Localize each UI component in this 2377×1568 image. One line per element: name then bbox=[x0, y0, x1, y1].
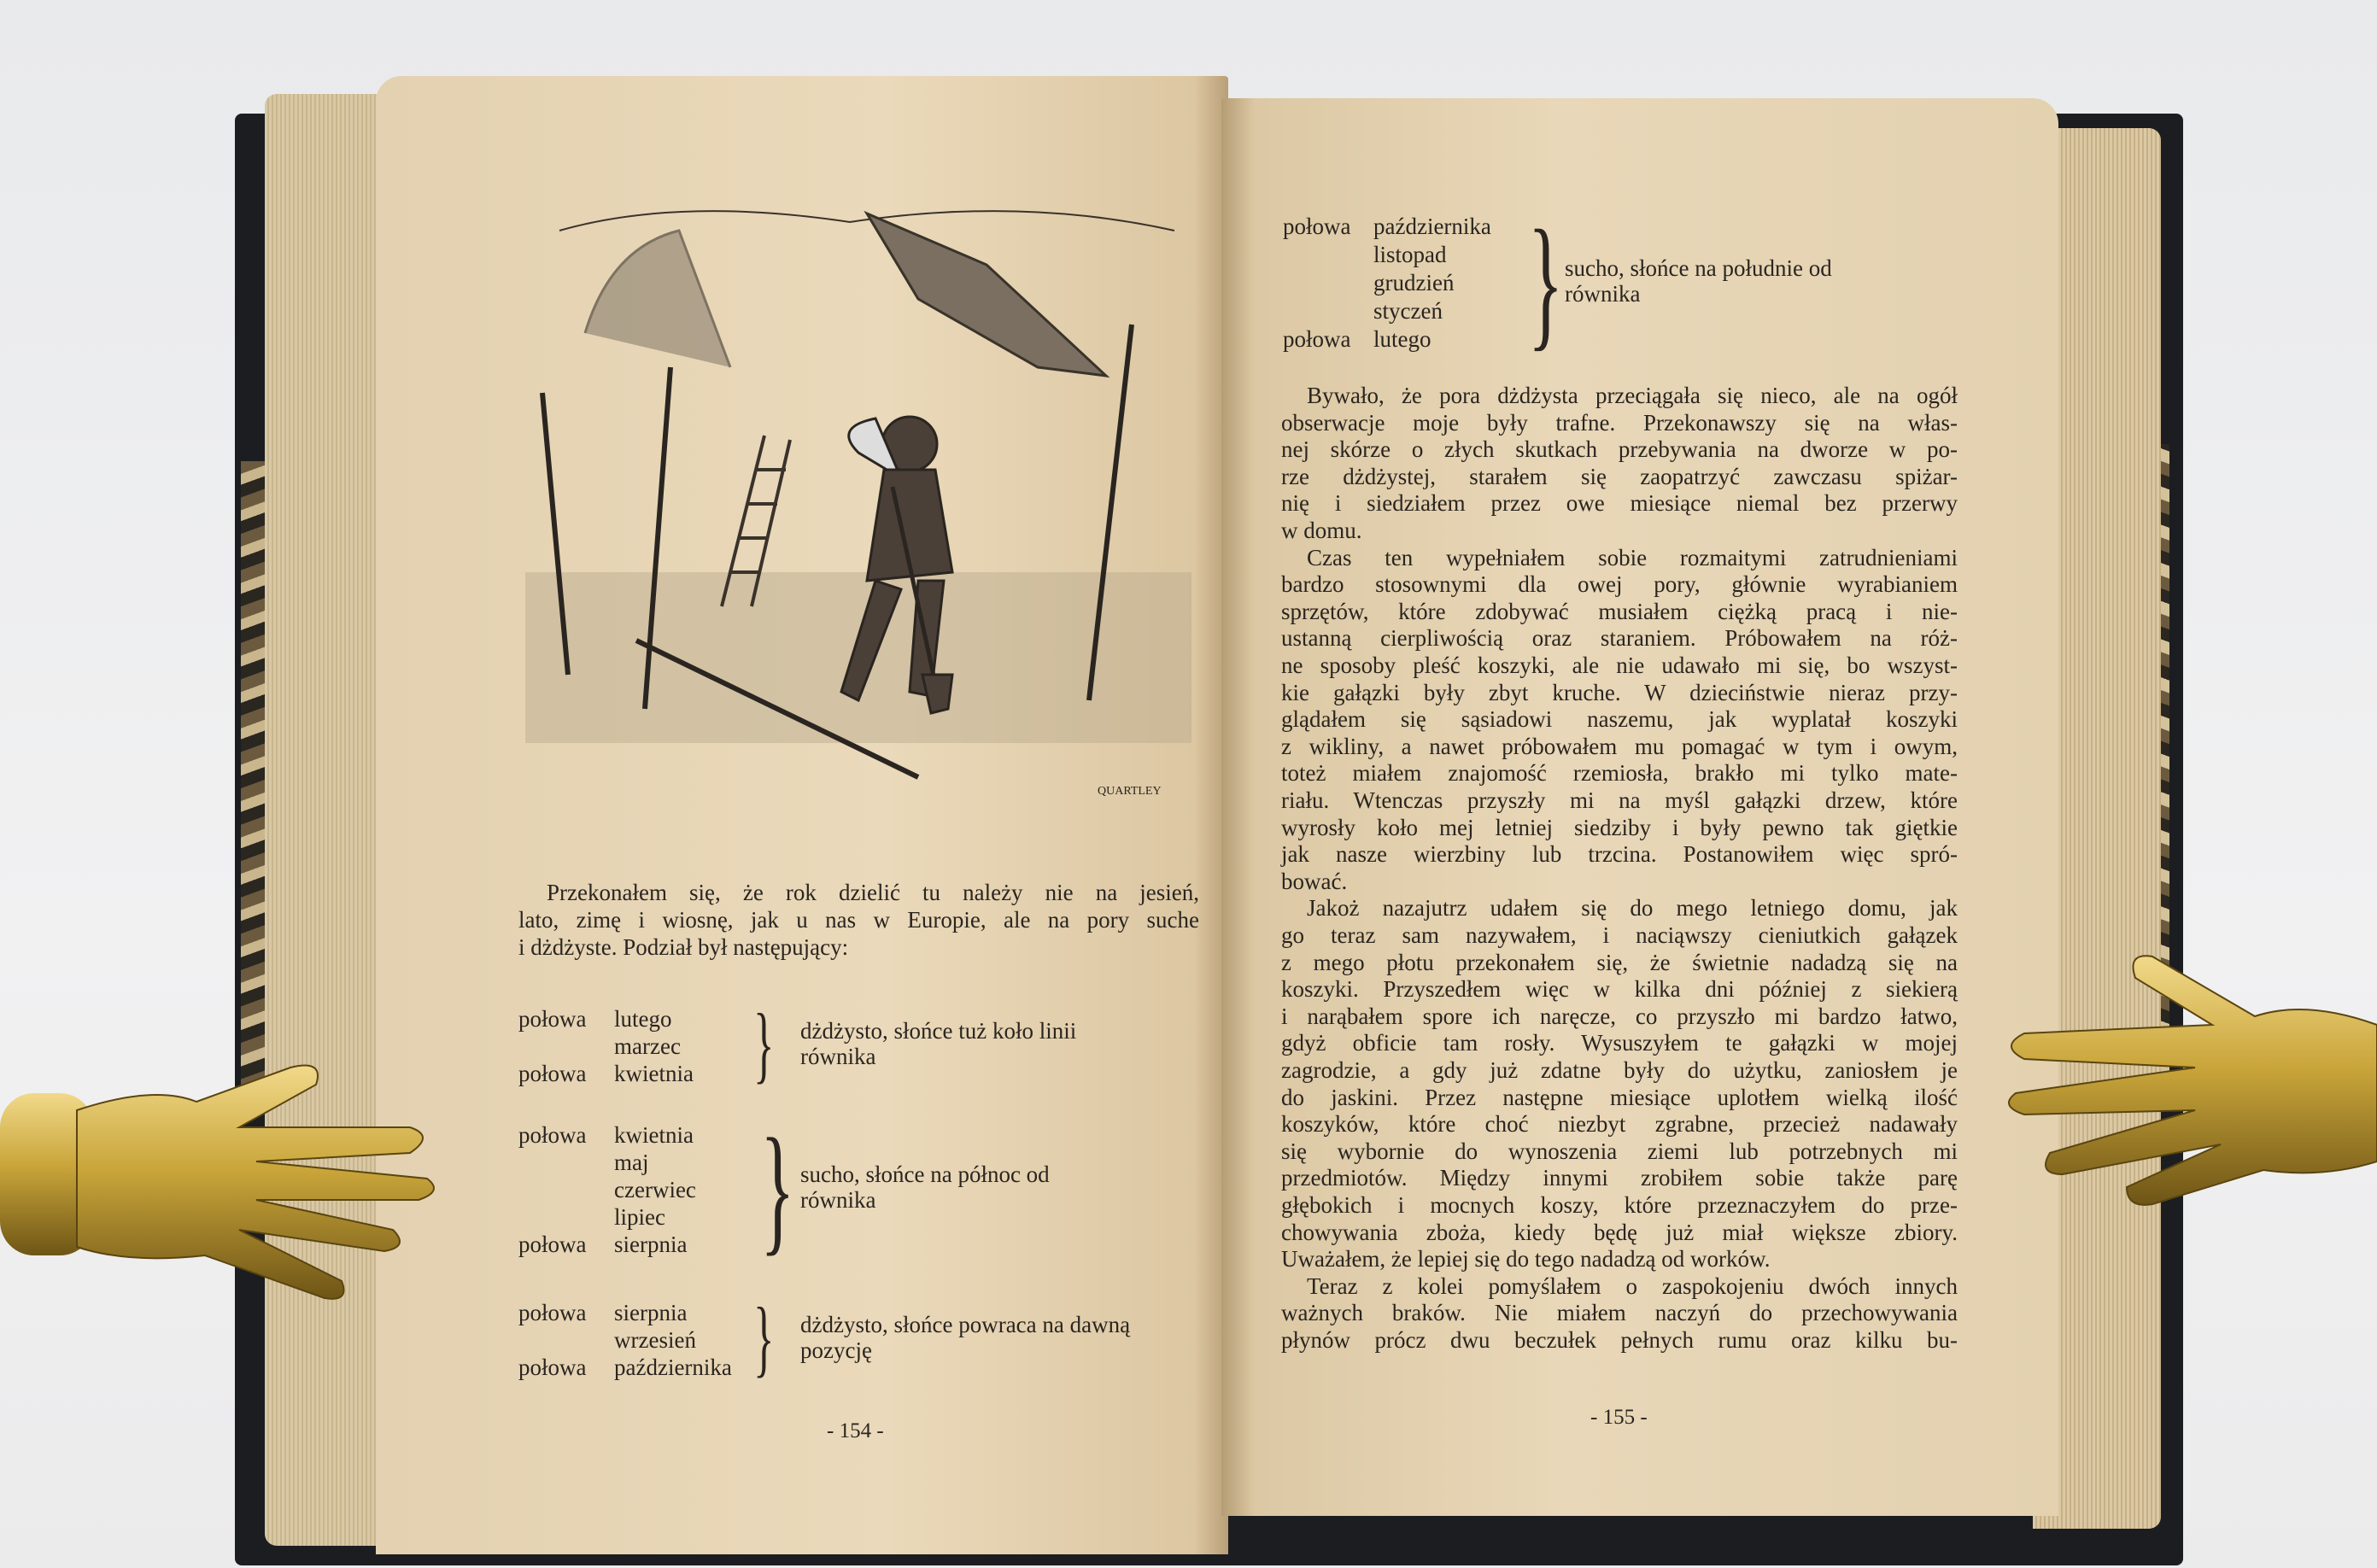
text-line: riału. Wtenczas przyszły mi na myśl gałązki drzew, które bbox=[1281, 787, 1958, 813]
text-line: ne sposoby pleść koszyki, ale nie udawało mi się, bo wszyst- bbox=[1281, 652, 1958, 678]
page-number-right: - 155 - bbox=[1590, 1406, 1648, 1429]
text-line: sprzętów, które zdobywać musiałem ciężką pracą i nie- bbox=[1281, 598, 1958, 624]
season-description: równika bbox=[800, 1044, 876, 1069]
season-description: pozycję bbox=[800, 1337, 872, 1363]
text-line: się wybornie do wynoszenia ziemi lub potrzebnych mi bbox=[1281, 1138, 1958, 1164]
season-month: lipiec bbox=[614, 1204, 665, 1230]
text-line: toteż miałem znajomość rzemiosła, brakło mi tylko mate- bbox=[1281, 760, 1958, 787]
season-month: kwietnia bbox=[614, 1122, 694, 1148]
text-line: obserwacje moje były trafne. Przekonawszy się na włas- bbox=[1281, 409, 1958, 436]
brace: } bbox=[1527, 201, 1564, 364]
text-line: ustanną cierpliwością oraz staraniem. Próbowałem na róż- bbox=[1281, 625, 1958, 652]
season-half-label: połowa bbox=[1283, 214, 1351, 239]
page-number-left: - 154 - bbox=[827, 1419, 884, 1442]
text-line: z wikliny, a nawet próbowałem mu pomagać w tym i owym, bbox=[1281, 733, 1958, 759]
text-line: głębokich i mocnych koszy, które przeznaczyłem do prze- bbox=[1281, 1192, 1958, 1218]
text-line: i narąbałem spore ich naręcze, co przyszło mi bardzo łatwo, bbox=[1281, 1003, 1958, 1029]
season-description: dżdżysto, słońce powraca na dawną bbox=[800, 1312, 1131, 1337]
season-half-label: połowa bbox=[518, 1354, 587, 1380]
text-line: przedmiotów. Między innymi zrobiłem sobie także parę bbox=[1281, 1165, 1958, 1191]
text-line: z mego płotu przekonałem się, że świetnie nadadzą się na bbox=[1281, 949, 1958, 975]
season-month: czerwiec bbox=[614, 1177, 696, 1202]
season-description: sucho, słońce na południe od bbox=[1565, 255, 1832, 281]
brass-hand-left bbox=[0, 1008, 444, 1332]
text-line: Jakoż nazajutrz udałem się do mego letniego domu, jak bbox=[1307, 895, 1958, 921]
season-month: listopad bbox=[1373, 242, 1447, 267]
text-line: i dżdżyste. Podział był następujący: bbox=[518, 934, 849, 960]
text-line: wyrosły koło mej letniej siedziby i były pewno tak giętkie bbox=[1281, 814, 1958, 840]
brass-hand-right bbox=[1999, 931, 2377, 1213]
text-line: w domu. bbox=[1281, 518, 1362, 543]
text-line: Przekonałem się, że rok dzielić tu należy nie na jesień, bbox=[547, 880, 1199, 905]
season-half-label: połowa bbox=[518, 1122, 587, 1148]
text-line: jak nasze wierzbiny lub trzcina. Postanowiłem więc spró- bbox=[1281, 841, 1958, 868]
text-line: nej skórze o złych skutkach przebywania na dworze w po- bbox=[1281, 436, 1958, 463]
text-line: bować. bbox=[1281, 868, 1348, 894]
text-line: rze dżdżystej, starałem się zaopatrzyć zawczasu spiżar- bbox=[1281, 463, 1958, 489]
text-line: glądałem się sąsiadowi naszemu, jak wyplatał koszyki bbox=[1281, 706, 1958, 733]
text-line: Czas ten wypełniałem sobie rozmaitymi zatrudnieniami bbox=[1307, 544, 1958, 570]
text-line: zagrodzie, a gdy już zdatne były do użytku, zaniosłem je bbox=[1281, 1057, 1958, 1083]
season-month: sierpnia bbox=[614, 1232, 688, 1257]
text-line: koszyków, które choć niezbyt zgrabne, przecież nadawały bbox=[1281, 1111, 1958, 1138]
season-month: maj bbox=[614, 1150, 649, 1175]
brace: } bbox=[760, 1109, 795, 1268]
season-month: marzec bbox=[614, 1033, 681, 1059]
brace: } bbox=[753, 996, 775, 1091]
season-month: października bbox=[614, 1354, 732, 1380]
text-line: lato, zimę i wiosnę, jak u nas w Europie, ale na pory suche bbox=[518, 907, 1199, 933]
season-description: równika bbox=[800, 1187, 876, 1213]
text-line: ważnych braków. Nie miałem naczyń do przechowywania bbox=[1281, 1300, 1958, 1326]
text-line: Uważałem, że lepiej się do tego nadadzą od worków. bbox=[1281, 1246, 1771, 1273]
season-month: grudzień bbox=[1373, 270, 1455, 295]
season-half-label: połowa bbox=[1283, 326, 1351, 352]
season-month: października bbox=[1373, 214, 1491, 239]
brace: } bbox=[753, 1290, 775, 1385]
text-line: gdyż obficie tam rosły. Wysuszyłem te gałązki w mojej bbox=[1281, 1030, 1958, 1056]
text-line: płynów prócz dwu beczułek pełnych rumu oraz kilku bu- bbox=[1281, 1327, 1958, 1353]
season-description: równika bbox=[1565, 280, 1641, 307]
season-month: lutego bbox=[1373, 326, 1431, 352]
text-line: Bywało, że pora dżdżysta przeciągała się nieco, ale na ogół bbox=[1307, 383, 1958, 408]
engraving-illustration bbox=[508, 196, 1204, 820]
season-half-label: połowa bbox=[518, 1232, 587, 1257]
season-description: dżdżysto, słońce tuż koło linii bbox=[800, 1018, 1077, 1044]
text-line: nię i siedziałem przez owe miesiące niemal bez przerwy bbox=[1281, 490, 1958, 517]
season-month: wrzesień bbox=[614, 1327, 696, 1353]
season-month: lutego bbox=[614, 1006, 672, 1032]
text-line: koszyki. Przyszedłem więc w kilka dni później z siekierą bbox=[1281, 976, 1958, 1003]
text-line: go teraz sam nazywałem, i naciąwszy cieniutkich gałązek bbox=[1281, 922, 1958, 948]
season-half-label: połowa bbox=[518, 1061, 587, 1086]
season-description: sucho, słońce na północ od bbox=[800, 1161, 1050, 1187]
illustration-signature: QUARTLEY bbox=[1098, 785, 1162, 798]
text-line: chowywania zboża, kiedy będę już miał większe zbiory. bbox=[1281, 1219, 1958, 1245]
season-month: sierpnia bbox=[614, 1300, 688, 1325]
season-half-label: połowa bbox=[518, 1300, 587, 1325]
season-half-label: połowa bbox=[518, 1006, 587, 1032]
season-month: styczeń bbox=[1373, 298, 1443, 324]
text-line: Teraz z kolei pomyślałem o zaspokojeniu dwóch innych bbox=[1307, 1273, 1958, 1299]
text-line: kie gałązki były zbyt kruche. W dzieciństwie nieraz przy- bbox=[1281, 679, 1958, 705]
text-line: bardzo stosownymi dla owej pory, głównie wyrabianiem bbox=[1281, 571, 1958, 598]
text-line: do jaskini. Przez następne miesiące uplotłem wielką ilość bbox=[1281, 1084, 1958, 1110]
season-month: kwietnia bbox=[614, 1061, 694, 1086]
